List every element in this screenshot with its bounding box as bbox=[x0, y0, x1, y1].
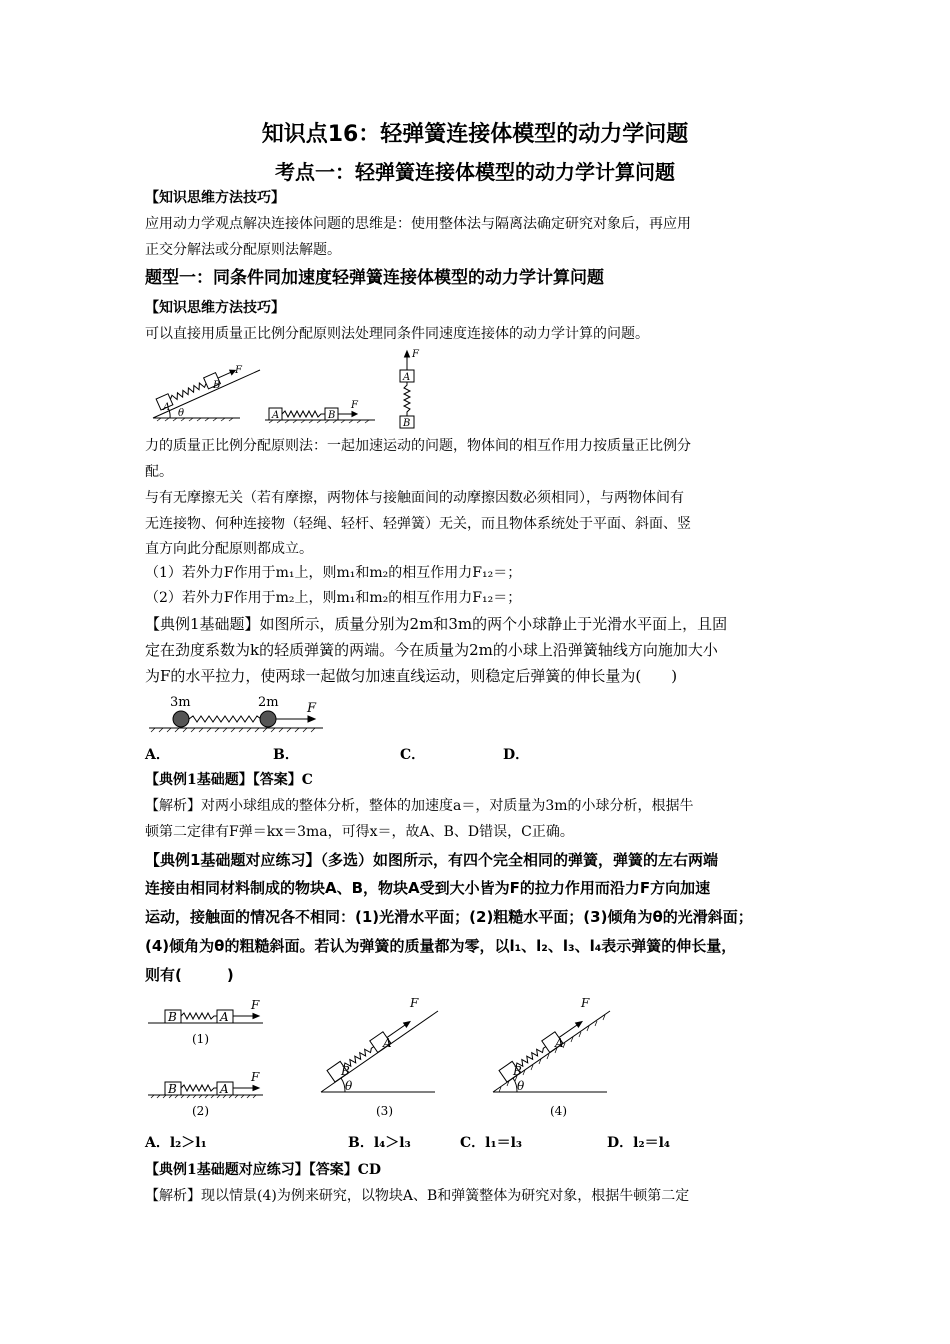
block-b-label: B bbox=[341, 1064, 350, 1078]
block-a-label: A bbox=[383, 1036, 392, 1050]
paragraph-line: 无连接物、何种连接物（轻绳、轻杆、轻弹簧）无关，而且物体系统处于平面、斜面、竖 bbox=[145, 516, 691, 532]
exercise-line: 【典例1基础题对应练习】（多选）如图所示，有四个完全相同的弹簧，弹簧的左右两端 bbox=[145, 851, 718, 869]
paragraph-line: 可以直接用质量正比例分配原则法处理同条件同速度连接体的动力学计算的问题。 bbox=[145, 326, 649, 342]
paragraph-line: 正交分解法或分配原则法解题。 bbox=[145, 242, 341, 258]
force-label: F bbox=[235, 365, 242, 376]
four-scenarios-figure bbox=[145, 995, 615, 1123]
mass-label: 3m bbox=[170, 695, 191, 710]
exercise-line: 连接由相同材料制成的物块A、B，物块A受到大小皆为F的拉力作用而沿力F方向加速 bbox=[145, 879, 711, 897]
paragraph-line: 直方向此分配原则都成立。 bbox=[145, 541, 313, 557]
option-a[interactable]: A．l₂＞l₁ bbox=[145, 1135, 207, 1151]
analysis-line: 【解析】现以情景(4)为例来研究，以物块A、B和弹簧整体为研究对象，根据牛顿第二定 bbox=[145, 1188, 690, 1204]
scenario-label: (1) bbox=[192, 1032, 209, 1046]
block-b-label: B bbox=[513, 1064, 522, 1078]
option-c[interactable]: C．l₁＝l₃ bbox=[460, 1135, 523, 1151]
scenario-label: (2) bbox=[192, 1104, 209, 1118]
block-b-label: B bbox=[213, 380, 221, 391]
exercise-line: 则有( ) bbox=[145, 966, 234, 984]
exercise-line: (4)倾角为θ的粗糙斜面。若认为弹簧的质量都为零，以l₁、l₂、l₃、l₄表示弹簧的伸长量， bbox=[145, 937, 737, 955]
page-subtitle: 考点一：轻弹簧连接体模型的动力学计算问题 bbox=[275, 160, 675, 184]
scenario-label: (3) bbox=[376, 1104, 393, 1118]
force-label: F bbox=[251, 998, 260, 1012]
angle-label: θ bbox=[345, 1079, 353, 1093]
analysis-line: 【解析】对两小球组成的整体分析，整体的加速度a＝，对质量为3m的小球分析，根据牛 bbox=[145, 798, 694, 814]
block-b-label: B bbox=[168, 1010, 177, 1024]
paragraph-line: 力的质量正比例分配原则法：一起加速运动的问题，物体间的相互作用力按质量正比例分 bbox=[145, 438, 691, 454]
mass-label: 2m bbox=[258, 695, 279, 710]
option-d[interactable]: D．l₂＝l₄ bbox=[607, 1135, 671, 1151]
block-a-label: A bbox=[220, 1082, 229, 1096]
answer-line: 【典例1基础题】【答案】C bbox=[145, 772, 313, 788]
example-line: 定在劲度系数为k的轻质弹簧的两端。今在质量为2m的小球上沿弹簧轴线方向施加大小 bbox=[145, 641, 718, 659]
block-b-label: B bbox=[403, 418, 411, 429]
block-a-label: A bbox=[403, 372, 411, 383]
section-heading: 【知识思维方法技巧】 bbox=[145, 300, 285, 316]
paragraph-line: 配。 bbox=[145, 464, 173, 480]
scenario-label: (4) bbox=[550, 1104, 567, 1118]
block-a-label: A bbox=[555, 1036, 564, 1050]
force-label: F bbox=[581, 996, 590, 1010]
case-line: （2）若外力F作用于m₂上，则m₁和m₂的相互作用力F₁₂＝； bbox=[145, 590, 522, 606]
two-balls-spring-figure bbox=[145, 692, 335, 740]
option-b[interactable]: B． bbox=[273, 747, 299, 763]
force-label: F bbox=[351, 400, 358, 411]
block-a-label: A bbox=[220, 1010, 229, 1024]
answer-line: 【典例1基础题对应练习】【答案】CD bbox=[145, 1162, 382, 1178]
example-line: 【典例1基础题】如图所示，质量分别为2m和3m的两个小球静止于光滑水平面上，且固 bbox=[145, 615, 728, 633]
example-line: 为F的水平拉力，使两球一起做匀加速直线运动，则稳定后弹簧的伸长量为( ) bbox=[145, 667, 678, 685]
option-b[interactable]: B．l₄＞l₃ bbox=[348, 1135, 411, 1151]
block-a-label: A bbox=[163, 402, 171, 413]
paragraph-line: 应用动力学观点解决连接体问题的思维是：使用整体法与隔离法确定研究对象后，再应用 bbox=[145, 216, 691, 232]
force-label: F bbox=[251, 1070, 260, 1084]
page-title: 知识点16：轻弹簧连接体模型的动力学问题 bbox=[261, 122, 689, 147]
type-heading: 题型一：同条件同加速度轻弹簧连接体模型的动力学计算问题 bbox=[145, 268, 604, 288]
section-heading: 【知识思维方法技巧】 bbox=[145, 190, 285, 206]
option-a[interactable]: A． bbox=[145, 747, 170, 763]
force-label: F bbox=[412, 349, 419, 360]
exercise-line: 运动，接触面的情况各不相同：(1)光滑水平面；(2)粗糙水平面；(3)倾角为θ的光滑斜面； bbox=[145, 908, 753, 926]
block-a-label: A bbox=[272, 410, 280, 421]
analysis-line: 顿第二定律有F弹＝kx＝3ma，可得x＝，故A、B、D错误，C正确。 bbox=[145, 824, 574, 840]
option-d[interactable]: D． bbox=[503, 747, 530, 763]
force-label: F bbox=[410, 996, 419, 1010]
case-line: （1）若外力F作用于m₁上，则m₁和m₂的相互作用力F₁₂＝； bbox=[145, 565, 522, 581]
paragraph-line: 与有无摩擦无关（若有摩擦，两物体与接触面间的动摩擦因数必须相同），与两物体间有 bbox=[145, 490, 684, 506]
angle-label: θ bbox=[517, 1079, 525, 1093]
block-b-label: B bbox=[168, 1082, 177, 1096]
force-label: F bbox=[307, 701, 317, 716]
block-b-label: B bbox=[328, 410, 336, 421]
connected-bodies-figure bbox=[145, 348, 445, 430]
option-c[interactable]: C． bbox=[400, 747, 426, 763]
angle-label: θ bbox=[178, 408, 185, 419]
